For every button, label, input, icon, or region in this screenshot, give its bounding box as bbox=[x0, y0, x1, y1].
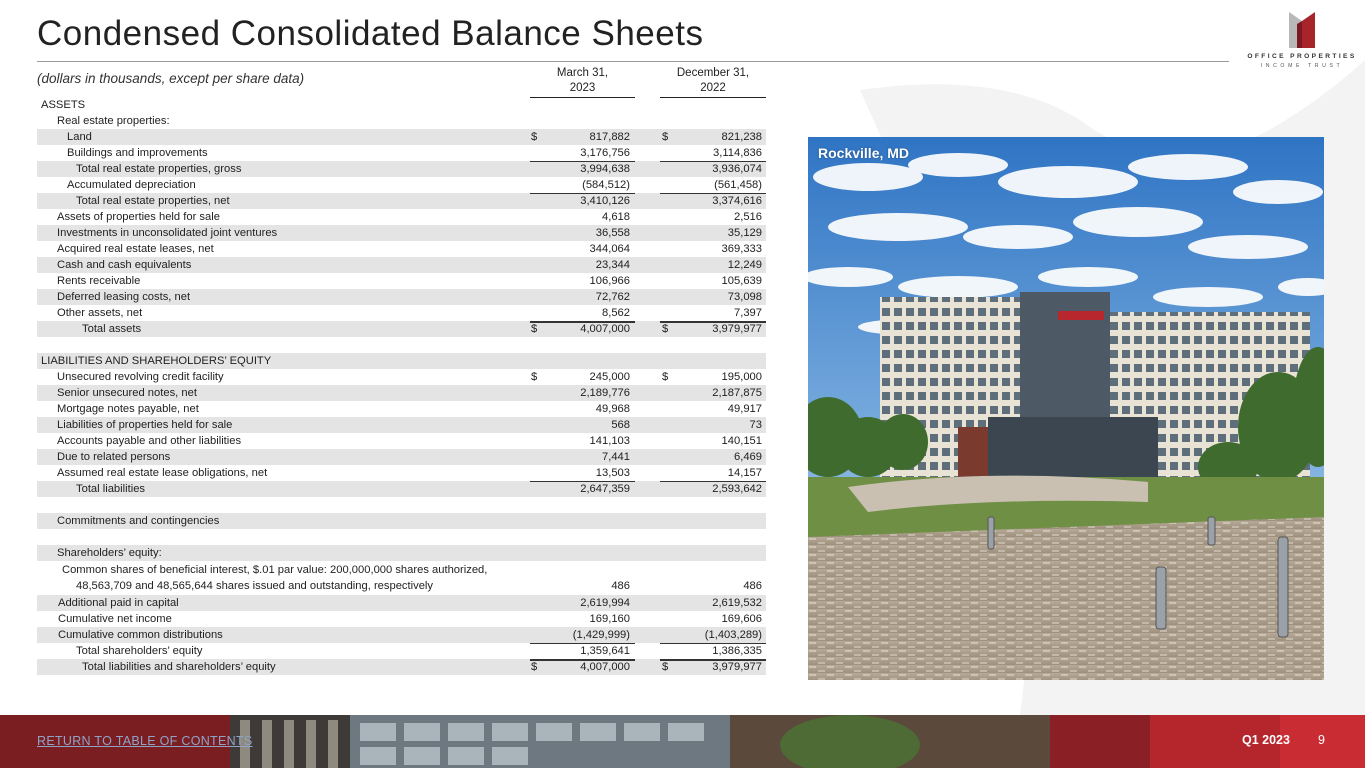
row-label: Total liabilities and shareholders’ equity bbox=[82, 661, 276, 673]
table-row bbox=[37, 289, 766, 305]
value-2022: 1,386,335 bbox=[712, 645, 762, 657]
title-divider bbox=[37, 61, 1229, 62]
table-row bbox=[37, 257, 766, 273]
row-label: Buildings and improvements bbox=[67, 147, 208, 159]
row-label: Shareholders’ equity: bbox=[57, 547, 162, 559]
value-2023: 49,968 bbox=[595, 403, 630, 415]
row-label: Unsecured revolving credit facility bbox=[57, 371, 224, 383]
row-label: Acquired real estate leases, net bbox=[57, 243, 214, 255]
value-2023: 568 bbox=[611, 419, 630, 431]
table-row bbox=[37, 659, 766, 675]
value-2022: 2,516 bbox=[734, 211, 762, 223]
table-spacer bbox=[37, 497, 766, 513]
value-2023: 7,441 bbox=[602, 451, 630, 463]
table-row bbox=[37, 241, 766, 257]
building-sign-icon bbox=[1058, 311, 1104, 320]
value-2023: 817,882 bbox=[589, 131, 630, 143]
return-to-toc-link[interactable]: RETURN TO TABLE OF CONTENTS bbox=[37, 734, 253, 748]
value-2023: 1,359,641 bbox=[580, 645, 630, 657]
row-label: Other assets, net bbox=[57, 307, 143, 319]
value-2023: 13,503 bbox=[595, 467, 630, 479]
building-logo-icon bbox=[1289, 12, 1315, 48]
table-row bbox=[37, 273, 766, 289]
table-row bbox=[37, 321, 766, 337]
value-2023: 2,619,994 bbox=[580, 597, 630, 609]
value-2022: 3,936,074 bbox=[712, 163, 762, 175]
table-row bbox=[37, 449, 766, 465]
value-2022: (1,403,289) bbox=[704, 629, 762, 641]
office-building-illustration bbox=[808, 137, 1324, 680]
value-2022: 369,333 bbox=[721, 243, 762, 255]
value-2022: 3,374,616 bbox=[712, 195, 762, 207]
currency-symbol: $ bbox=[662, 323, 669, 335]
balance-sheet-table bbox=[37, 97, 766, 675]
value-2022: (561,458) bbox=[714, 179, 762, 191]
logo-text-secondary: INCOME TRUST bbox=[1260, 63, 1344, 69]
table-row bbox=[37, 481, 766, 497]
table-row bbox=[37, 401, 766, 417]
value-2023: 8,562 bbox=[602, 307, 630, 319]
value-2022: 2,187,875 bbox=[712, 387, 762, 399]
row-label: Due to related persons bbox=[57, 451, 171, 463]
table-spacer bbox=[37, 529, 766, 545]
column-header-year: 2022 bbox=[660, 81, 766, 98]
column-header-line: December 31, bbox=[676, 67, 750, 79]
value-2022: 3,979,977 bbox=[712, 661, 762, 673]
section-heading: ASSETS bbox=[41, 99, 86, 111]
table-row bbox=[37, 113, 766, 129]
property-photo bbox=[808, 137, 1324, 680]
value-2023: 245,000 bbox=[589, 371, 630, 383]
row-label: Total shareholders’ equity bbox=[76, 645, 203, 657]
row-label: Commitments and contingencies bbox=[57, 515, 220, 527]
value-2022: 2,593,642 bbox=[712, 483, 762, 495]
currency-symbol: $ bbox=[662, 131, 669, 143]
page-number: 9 bbox=[1318, 733, 1325, 747]
value-2022: 3,979,977 bbox=[712, 323, 762, 335]
photo-caption: Rockville, MD bbox=[818, 145, 910, 161]
value-2023: 3,994,638 bbox=[580, 163, 630, 175]
value-2023: 36,558 bbox=[595, 227, 630, 239]
currency-symbol: $ bbox=[531, 323, 538, 335]
table-row bbox=[37, 305, 766, 321]
value-2023: 3,410,126 bbox=[580, 195, 630, 207]
value-2022: 73 bbox=[749, 419, 762, 431]
value-2023: 72,762 bbox=[595, 291, 630, 303]
table-row bbox=[37, 193, 766, 209]
value-2022: 49,917 bbox=[727, 403, 762, 415]
value-2022: 2,619,532 bbox=[712, 597, 762, 609]
table-spacer bbox=[37, 337, 766, 353]
value-2023: 486 bbox=[611, 580, 630, 592]
table-row bbox=[37, 513, 766, 529]
table-row bbox=[37, 385, 766, 401]
page-title: Condensed Consolidated Balance Sheets bbox=[37, 14, 704, 53]
currency-symbol: $ bbox=[662, 661, 669, 673]
value-2023: 3,176,756 bbox=[580, 147, 630, 159]
row-label: Land bbox=[67, 131, 92, 143]
table-row bbox=[37, 611, 766, 627]
row-label: Cumulative net income bbox=[58, 613, 172, 625]
value-2022: 73,098 bbox=[727, 291, 762, 303]
row-label bbox=[62, 562, 487, 594]
value-2022: 35,129 bbox=[727, 227, 762, 239]
table-row bbox=[37, 209, 766, 225]
row-label: Assets of properties held for sale bbox=[57, 211, 220, 223]
value-2023: 169,160 bbox=[589, 613, 630, 625]
table-row bbox=[37, 353, 766, 369]
value-2022: 7,397 bbox=[734, 307, 762, 319]
row-label: Accounts payable and other liabilities bbox=[57, 435, 242, 447]
table-row bbox=[37, 545, 766, 561]
value-2022: 169,606 bbox=[721, 613, 762, 625]
table-row bbox=[37, 433, 766, 449]
table-row bbox=[37, 643, 766, 659]
row-label: Cash and cash equivalents bbox=[57, 259, 192, 271]
value-2022: 6,469 bbox=[734, 451, 762, 463]
value-2023: 344,064 bbox=[589, 243, 630, 255]
row-label: Total assets bbox=[82, 323, 142, 335]
currency-symbol: $ bbox=[662, 371, 669, 383]
table-row bbox=[37, 161, 766, 177]
row-label: Mortgage notes payable, net bbox=[57, 403, 199, 415]
table-row bbox=[37, 465, 766, 481]
logo-text-primary: OFFICE PROPERTIES bbox=[1247, 53, 1357, 60]
column-header-line: March 31, bbox=[556, 67, 609, 79]
value-2023: (1,429,999) bbox=[572, 629, 630, 641]
row-label: Real estate properties: bbox=[57, 115, 170, 127]
column-header-december-2022 bbox=[660, 66, 766, 98]
value-2022: 14,157 bbox=[727, 467, 762, 479]
value-2023: (584,512) bbox=[582, 179, 630, 191]
table-row bbox=[37, 595, 766, 611]
table-row bbox=[37, 561, 766, 595]
table-row bbox=[37, 177, 766, 193]
table-row bbox=[37, 627, 766, 643]
row-label: Rents receivable bbox=[57, 275, 141, 287]
quarter-label: Q1 2023 bbox=[1242, 733, 1290, 747]
value-2023: 4,007,000 bbox=[580, 661, 630, 673]
value-2023: 106,966 bbox=[589, 275, 630, 287]
currency-symbol: $ bbox=[531, 131, 538, 143]
currency-symbol: $ bbox=[531, 371, 538, 383]
value-2023: 141,103 bbox=[589, 435, 630, 447]
value-2022: 105,639 bbox=[721, 275, 762, 287]
table-row bbox=[37, 145, 766, 161]
row-label-line: Common shares of beneficial interest, $.01 par value: 200,000,000 shares authorized, bbox=[62, 564, 488, 576]
row-label: Total liabilities bbox=[76, 483, 146, 495]
value-2023: 23,344 bbox=[595, 259, 630, 271]
row-label: Senior unsecured notes, net bbox=[57, 387, 197, 399]
row-label: Accumulated depreciation bbox=[67, 179, 196, 191]
row-label: Cumulative common distributions bbox=[58, 629, 223, 641]
table-row bbox=[37, 97, 766, 113]
value-2022: 140,151 bbox=[721, 435, 762, 447]
table-row bbox=[37, 129, 766, 145]
row-label-line: 48,563,709 and 48,565,644 shares issued and outstanding, respectively bbox=[76, 580, 434, 592]
value-2022: 3,114,836 bbox=[713, 147, 762, 159]
table-row bbox=[37, 369, 766, 385]
value-2023: 4,618 bbox=[602, 211, 630, 223]
units-note: (dollars in thousands, except per share data) bbox=[37, 71, 305, 86]
row-label: Investments in unconsolidated joint ventures bbox=[57, 227, 278, 239]
section-heading: LIABILITIES AND SHAREHOLDERS’ EQUITY bbox=[41, 355, 272, 367]
currency-symbol: $ bbox=[531, 661, 538, 673]
value-2022: 821,238 bbox=[721, 131, 762, 143]
row-label: Deferred leasing costs, net bbox=[57, 291, 191, 303]
column-header-march-2023 bbox=[530, 66, 635, 98]
row-label: Liabilities of properties held for sale bbox=[57, 419, 233, 431]
column-header-year: 2023 bbox=[530, 81, 635, 98]
company-logo bbox=[1247, 12, 1357, 82]
table-row bbox=[37, 417, 766, 433]
row-label: Additional paid in capital bbox=[58, 597, 179, 609]
value-2023: 4,007,000 bbox=[580, 323, 630, 335]
value-2023: 2,647,359 bbox=[580, 483, 630, 495]
value-2022: 486 bbox=[743, 580, 762, 592]
value-2022: 195,000 bbox=[721, 371, 762, 383]
row-label: Total real estate properties, net bbox=[76, 195, 230, 207]
table-row bbox=[37, 225, 766, 241]
value-2023: 2,189,776 bbox=[580, 387, 630, 399]
value-2022: 12,249 bbox=[727, 259, 762, 271]
row-label: Total real estate properties, gross bbox=[76, 163, 242, 175]
row-label: Assumed real estate lease obligations, net bbox=[57, 467, 268, 479]
